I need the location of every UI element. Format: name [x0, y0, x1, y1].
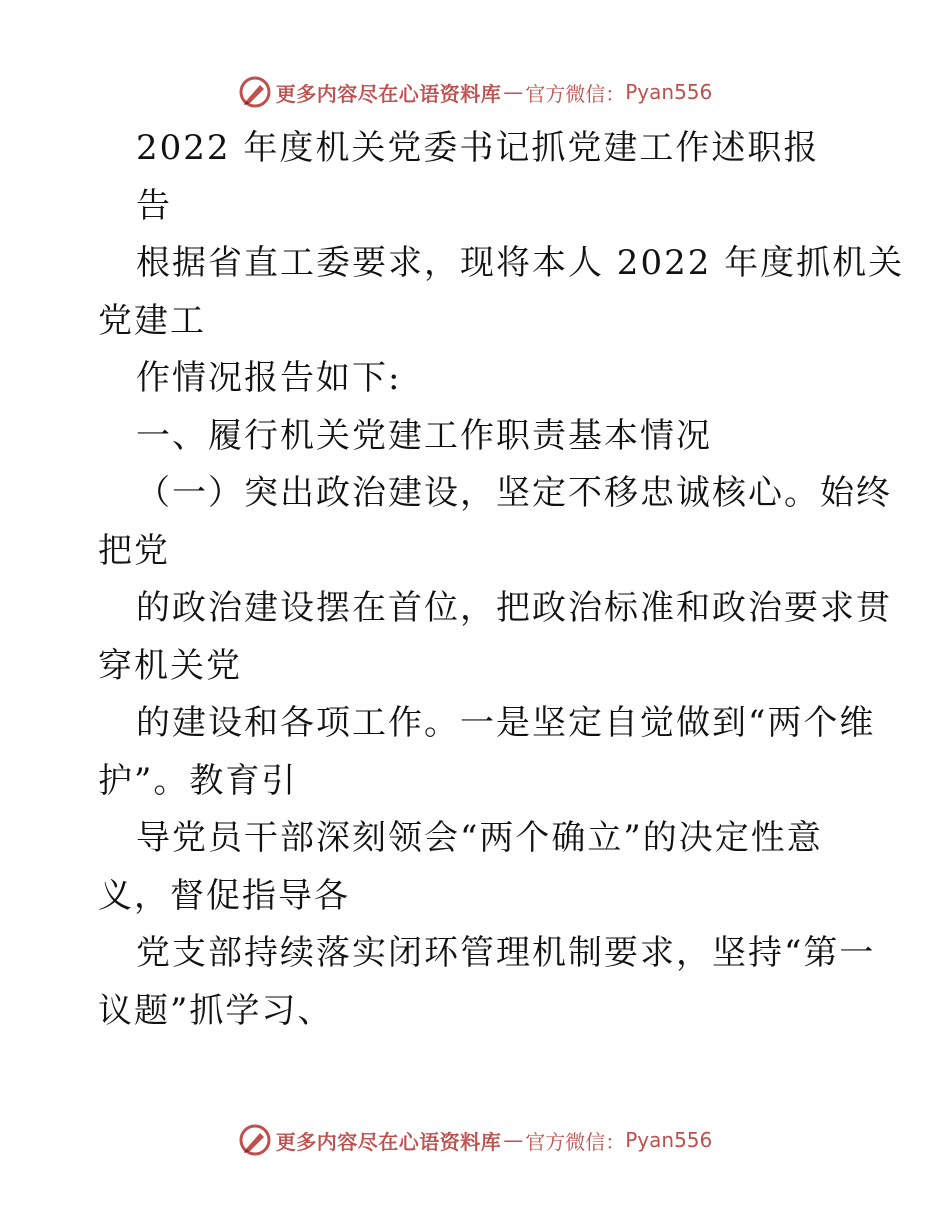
watermark-separator: —: [503, 1128, 524, 1152]
paragraph-line: 导党员干部深刻领会“两个确立”的决定性意: [136, 818, 823, 858]
watermark-separator: —: [503, 80, 524, 104]
paragraph-line: 的建设和各项工作。一是坚定自觉做到“两个维: [136, 703, 876, 743]
watermark-channel: 官方微信：: [525, 81, 626, 106]
document-title-line: 2022 年度机关党委书记抓党建工作述职报: [136, 128, 820, 168]
paragraph-line: 穿机关党: [98, 645, 242, 686]
watermark-text: 更多内容尽在心语资料库: [275, 1129, 502, 1154]
paragraph-line: 党支部持续落实闭环管理机制要求，坚持“第一: [136, 933, 876, 973]
watermark-account: Pyan556: [625, 1128, 713, 1152]
pen-logo-icon: [238, 1123, 272, 1157]
paragraph-line: 义，督促指导各: [98, 875, 350, 916]
paragraph-line: 护”。教育引: [98, 760, 298, 801]
footer-watermark: [0, 1120, 950, 1160]
paragraph-line: 作情况报告如下:: [136, 358, 402, 398]
document-body: [98, 120, 905, 1040]
paragraph-line: 的政治建设摆在首位，把政治标准和政治要求贯: [136, 588, 892, 628]
paragraph-line: 根据省直工委要求，现将本人 2022 年度抓机关: [136, 243, 905, 283]
pen-logo-icon: [238, 75, 272, 109]
document-title-line: 告: [136, 185, 172, 226]
section-heading: 一、履行机关党建工作职责基本情况: [136, 415, 712, 456]
paragraph-line: 把党: [98, 530, 170, 571]
watermark-text: 更多内容尽在心语资料库: [275, 81, 502, 106]
paragraph-line: 党建工: [98, 300, 206, 341]
watermark-channel: 官方微信：: [525, 1129, 626, 1154]
watermark-account: Pyan556: [625, 80, 713, 104]
header-watermark: [0, 72, 950, 112]
paragraph-line: 议题”抓学习、: [98, 990, 334, 1031]
paragraph-line: （一）突出政治建设，坚定不移忠诚核心。始终: [136, 473, 892, 513]
